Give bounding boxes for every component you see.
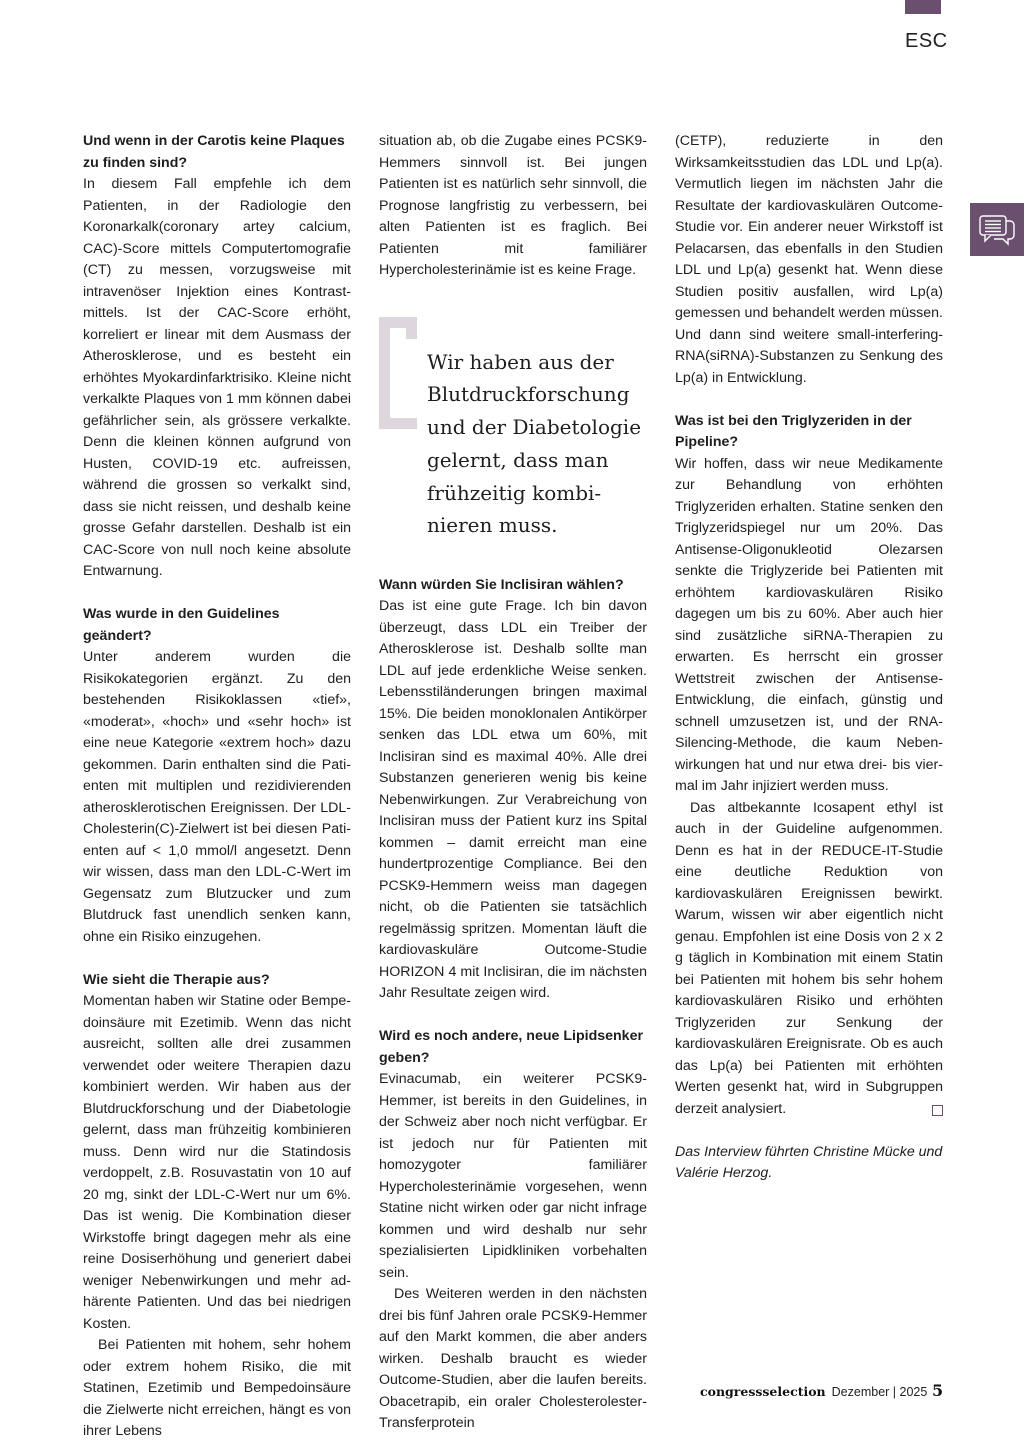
answer-paragraph xyxy=(675,798,943,1121)
answer-paragraph: Momentan haben wir Statine oder Bempedoinsäure mit Ezetimib. Wenn das nicht ausreicht, sollten alle drei zusammen verwendet oder weitere Therapien dazu kombiniert werden. Wir haben aus der Blutdruckforschung und der Diabetologie gelernt, dass man frühzeitig kombinieren muss. Denn wird nur die Statindosis verdoppelt, z.B. Rosuvastatin von 10 auf 20 mg, sinkt der LDL-C-Wert nur um 6%. Das ist wenig. Die Kombination dieser Wirkstoffe bringt dagegen mehr als eine reine Dosiserhöhung und generiert dabei weniger Nebenwirkungen und mehr adhärente Patienten. Und das bei niedrigen Kosten. xyxy=(83,993,351,1332)
question-heading: Wie sieht die Therapie aus? xyxy=(83,971,270,988)
answer-paragraph: In diesem Fall empfehle ich dem Patienten, in der Radiologie den Koronarkalk(coronary artey calcium, CAC)-Score mittels Computertomografie (CT) zu messen, vorzugsweise mit intravenöser Injektion eines Kontrastmittels. Ist der CAC-Score erhöht, korreliert er linear mit dem Ausmass der Atherosklerose, und es besteht ein erhöhtes Myokardinfarktrisiko. Kleine nicht verkalkte Plaques von 1 mm können dabei gefährlicher sein, als grössere verkalkte. Denn die kleinen können aufgrund von Husten, COVID-19 etc. aufreissen, während die grossen so verkalkt sind, dass sie nicht reissen, und deshalb keine grosse Gefahr darstellen. Deshalb ist ein CAC-Score von null noch keine absolute Entwarnung. xyxy=(83,176,351,579)
column-3 xyxy=(675,131,943,1185)
page-footer xyxy=(700,1381,944,1400)
question-heading: Und wenn in der Carotis keine Plaques zu finden sind? xyxy=(83,133,345,171)
interview-side-tab xyxy=(970,203,1024,256)
column-2 xyxy=(379,131,647,1435)
question-heading: Was ist bei den Triglyzeriden in der Pipeline? xyxy=(675,412,912,450)
answer-paragraph: Evinacumab, ein weiterer PCSK9-Hemmer, ist bereits in den Guidelines, in der Schweiz aber noch nicht verfügbar. Er ist jedoch nur für Patienten mit homozygoter familiärer Hypercholesterinämie vorgesehen, wenn Statine nicht wirken oder gar nicht infrage kommen und wird deshalb nur sehr spezialisierten Lipidkliniken vorbehalten sein. xyxy=(379,1071,647,1281)
section-label: ESC xyxy=(905,30,948,52)
speech-bubbles-icon xyxy=(977,213,1017,247)
end-of-article-icon xyxy=(932,1105,943,1116)
question-heading: Wird es noch andere, neue Lipidsenker geben? xyxy=(379,1028,643,1066)
answer-paragraph: Des Weiteren werden in den nächsten drei bis fünf Jahren orale PCSK9-Hemmer auf den Markt kommen, die aber anders wirken. Deshalb braucht es wieder Outcome-Studien, aber die laufen bereits. Obacetrapib, ein oraler Cholesterolester-Transferprotein xyxy=(379,1286,647,1431)
interview-credit: Das Interview führten Christine Mücke und Valérie Herzog. xyxy=(675,1143,943,1181)
answer-paragraph: Wir hoffen, dass wir neue Medikamente zur Behandlung von erhöhten Triglyzeriden erhalten. Statine senken den Triglyzeridspiegel nur um 20%. Das Antisense-Oligonukleotid Olezarsen senkte die Triglyzeride bei Patienten mit erhöhtem kardiovaskulären Risiko dagegen um bis zu 60%. Aber auch hier sind zusätzliche siRNA-Therapien zu erwarten. Es herrscht ein grosser Wettstreit zwischen der Antisense-Entwicklung, die einfach, günstig und schnell umzusetzen ist, und der RNA-Silencing-Methode, die kaum Nebenwirkungen hat und nur etwa drei- bis viermal im Jahr injiziert werden muss. xyxy=(675,455,943,794)
answer-paragraph-text: Das altbekannte Icosapent ethyl ist auch in der Guideline aufgenommen. Denn es hat in der REDUCE-IT-Studie eine deutliche Reduktion von kardiovaskulären Ereignissen bewirkt. Warum, wissen wir aber eigentlich nicht genau. Empfohlen ist eine Dosis von 2 x 2 g täglich in Kombination mit einem Statin bei Patienten mit hohem bis sehr hohem kardiovaskulären Risiko und erhöhten Triglyzeriden zur Senkung der kardiovaskulären Ereignisrate. Ob es auch das Lp(a) bei Patienten mit erhöhten Werten gesenkt hat, wird in Subgruppen derzeit analysiert. xyxy=(675,799,943,1117)
pull-quote-text: Wir haben aus der Blutdruckforschung und der Diabetologie gelernt, dass man frühzeitig kombinieren muss. xyxy=(427,349,642,538)
answer-paragraph: (CETP), reduzierte in den Wirksamkeitsstudien das LDL und Lp(a). Vermutlich liegen im nächsten Jahr die Resultate der kardiovaskulären Outcome-Studie vor. Ein anderer neuer Wirkstoff ist Pelacarsen, das ebenfalls in den Studien LDL und Lp(a) gesenkt hat. Wenn diese Studien positiv ausfallen, wird Lp(a) gemessen und behandelt werden müssen. Und dann sind weitere small-interfering-RNA(siRNA)-Substanzen zu Senkung des Lp(a) in Entwicklung. xyxy=(675,133,943,386)
issue-date: Dezember | 2025 xyxy=(831,1385,928,1399)
publication-name: congressselection xyxy=(700,1384,826,1399)
page-number: 5 xyxy=(932,1381,944,1400)
answer-paragraph: Das ist eine gute Frage. Ich bin davon überzeugt, dass LDL ein Treiber der Atherosklerose ist. Deshalb sollte man LDL auf jede erdenkliche Weise senken. Lebensstiländerungen bringen maximal 15%. Die beiden monoklonalen Antikörper senken das LDL etwa um 60%, mit Inclisiran sind es maximal 40%. Alle drei Substanzen generieren wenig bis keine Nebenwirkungen. Zur Verabreichung von Inclisiran muss der Patient kurz ins Spital kommen – damit erreicht man eine hundertprozentige Compliance. Bei den PCSK9-Hemmern weiss man dagegen nicht, ob die Patienten sie tatsächlich regelmässig spritzen. Momentan läuft die kardiovaskuläre Outcome-Studie HORIZON 4 mit Inclisiran, die im nächsten Jahr Resultate zeigen wird. xyxy=(379,598,647,1001)
column-1 xyxy=(83,131,351,1443)
top-accent-bar xyxy=(905,0,941,14)
answer-paragraph: Bei Patienten mit hohem, sehr hohem oder extrem hohem Risiko, die mit Statinen, Ezetimib und Bempedoinsäure die Zielwerte nicht erreichen, hängt es von ihrer Lebens xyxy=(83,1337,351,1439)
answer-paragraph: situation ab, ob die Zugabe eines PCSK9-Hemmers sinnvoll ist. Bei jungen Patienten ist es natürlich sehr sinnvoll, die Prognose langfristig zu verbessern, bei alten Patienten ist es fraglich. Bei Patienten mit familiärer Hypercholesterinämie ist es keine Frage. xyxy=(379,133,647,278)
pull-quote xyxy=(379,317,647,575)
question-heading: Was wurde in den Guidelines geändert? xyxy=(83,606,280,644)
question-heading: Wann würden Sie Inclisiran wählen? xyxy=(379,576,624,593)
answer-paragraph: Unter anderem wurden die Risikokategorien ergänzt. Zu den bestehenden Risikoklassen «tief», «moderat», «hoch» und «sehr hoch» ist eine neue Kategorie «extrem hoch» dazu gekommen. Darin enthalten sind die Patienten mit multiplen und rezidivierenden atherosklerotischen Ereignissen. Der LDL-Cholesterin(C)-Zielwert ist bei diesen Patienten auf < 1,0 mmol/l angesetzt. Denn wir wissen, dass man den LDL-C-Wert im Gegensatz zum Blutzucker und zum Blutdruck fast unendlich senken kann, ohne ein Risiko einzugehen. xyxy=(83,649,351,945)
